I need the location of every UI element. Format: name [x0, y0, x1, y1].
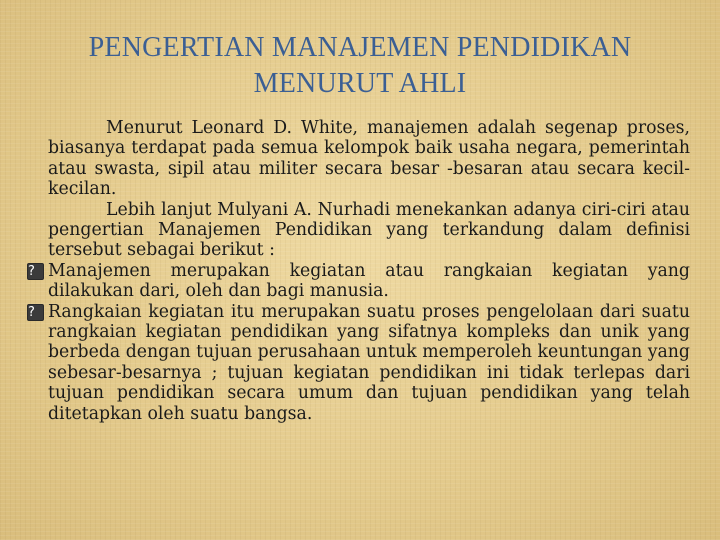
bullet-text: Rangkaian kegiatan itu merupakan suatu proses pengelolaan dari suatu rangkaian kegiatan pendidikan yang sifatnya kompleks dan unik yang berbeda dengan tujuan perusahaan untuk memperoleh keuntungan yang sebesar-besarnya ; tujuan kegiatan pendidikan ini tidak terlepas dari tujuan pendidikan secara umum dan tujuan pendidikan yang telah ditetapkan oleh suatu bangsa. [48, 301, 690, 424]
title-line-1: PENGERTIAN MANAJEMEN PENDIDIKAN [88, 32, 632, 63]
slide-title [20, 30, 700, 102]
slide-body [28, 118, 690, 424]
bullet-icon: ? [27, 304, 44, 321]
title-line-2: MENURUT AHLI [253, 68, 467, 99]
paragraph-nurhadi-intro: Lebih lanjut Mulyani A. Nurhadi menekankan adanya ciri-ciri atau pengertian Manajemen Pendidikan yang terkandung dalam definisi tersebut sebagai berikut : [48, 199, 690, 261]
bullet-item-1 [28, 260, 690, 302]
bullet-text: Manajemen merupakan kegiatan atau rangkaian kegiatan yang dilakukan dari, oleh dan bagi manusia. [48, 260, 690, 302]
paragraph-white-definition: Menurut Leonard D. White, manajemen adalah segenap proses, biasanya terdapat pada semua kelompok baik usaha negara, pemerintah atau swasta, sipil atau militer secara besar -besaran atau secara kecil-kecilan. [48, 118, 690, 200]
bullet-icon: ? [27, 263, 44, 280]
bullet-item-2 [28, 301, 690, 424]
